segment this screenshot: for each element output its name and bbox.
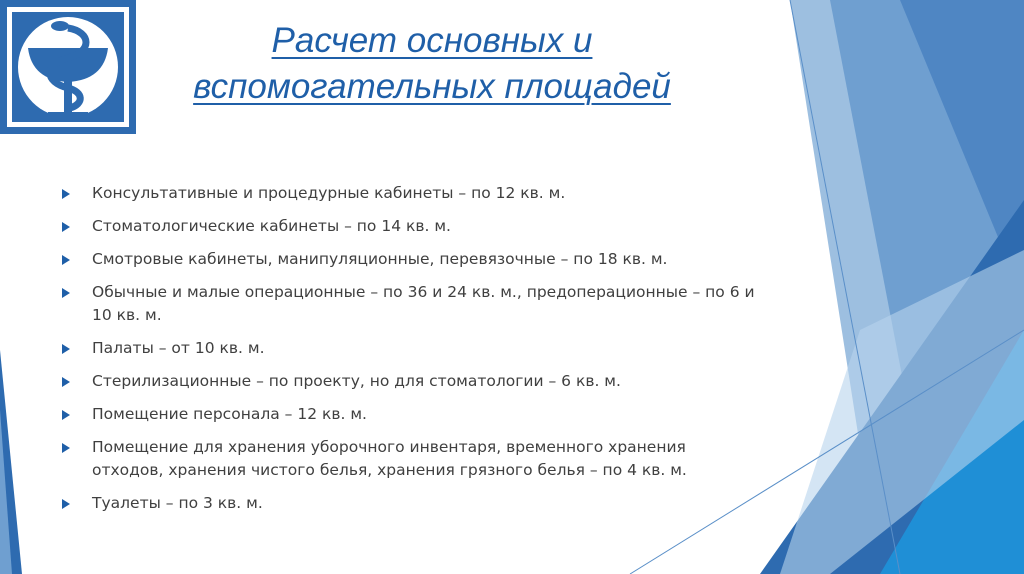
bullet-arrow-icon xyxy=(62,377,70,387)
bullet-text: Обычные и малые операционные – по 36 и 24 кв. м., предоперационные – по 6 и 10 кв. м. xyxy=(92,283,755,324)
list-item xyxy=(62,182,762,205)
bullet-text: Смотровые кабинеты, манипуляционные, перевязочные – по 18 кв. м. xyxy=(92,250,668,268)
list-item xyxy=(62,281,762,327)
list-item xyxy=(62,492,762,515)
bullet-list xyxy=(62,182,762,525)
slide-title xyxy=(152,18,712,110)
bullet-text: Консультативные и процедурные кабинеты – по 12 кв. м. xyxy=(92,184,566,202)
bullet-text: Помещение персонала – 12 кв. м. xyxy=(92,405,367,423)
bowl-of-hygieia-icon xyxy=(0,0,136,134)
list-item xyxy=(62,403,762,426)
list-item xyxy=(62,436,762,482)
bullet-arrow-icon xyxy=(62,410,70,420)
bullet-arrow-icon xyxy=(62,288,70,298)
bullet-text: Помещение для хранения уборочного инвентаря, временного хранения отходов, хранения чистого белья, хранения грязного белья – по 4 кв. м. xyxy=(92,438,687,479)
bullet-arrow-icon xyxy=(62,344,70,354)
bullet-arrow-icon xyxy=(62,443,70,453)
bullet-arrow-icon xyxy=(62,499,70,509)
list-item xyxy=(62,337,762,360)
list-item xyxy=(62,370,762,393)
bullet-text: Палаты – от 10 кв. м. xyxy=(92,339,265,357)
bullet-arrow-icon xyxy=(62,222,70,232)
bullet-arrow-icon xyxy=(62,255,70,265)
decorative-left-strip xyxy=(0,350,30,574)
bullet-text: Стерилизационные – по проекту, но для стоматологии – 6 кв. м. xyxy=(92,372,621,390)
bullet-text: Туалеты – по 3 кв. м. xyxy=(92,494,263,512)
title-line-1: Расчет основных и xyxy=(271,21,593,60)
list-item xyxy=(62,215,762,238)
list-item xyxy=(62,248,762,271)
bullet-text: Стоматологические кабинеты – по 14 кв. м. xyxy=(92,217,451,235)
bullet-arrow-icon xyxy=(62,189,70,199)
title-line-2: вспомогательных площадей xyxy=(193,67,671,106)
